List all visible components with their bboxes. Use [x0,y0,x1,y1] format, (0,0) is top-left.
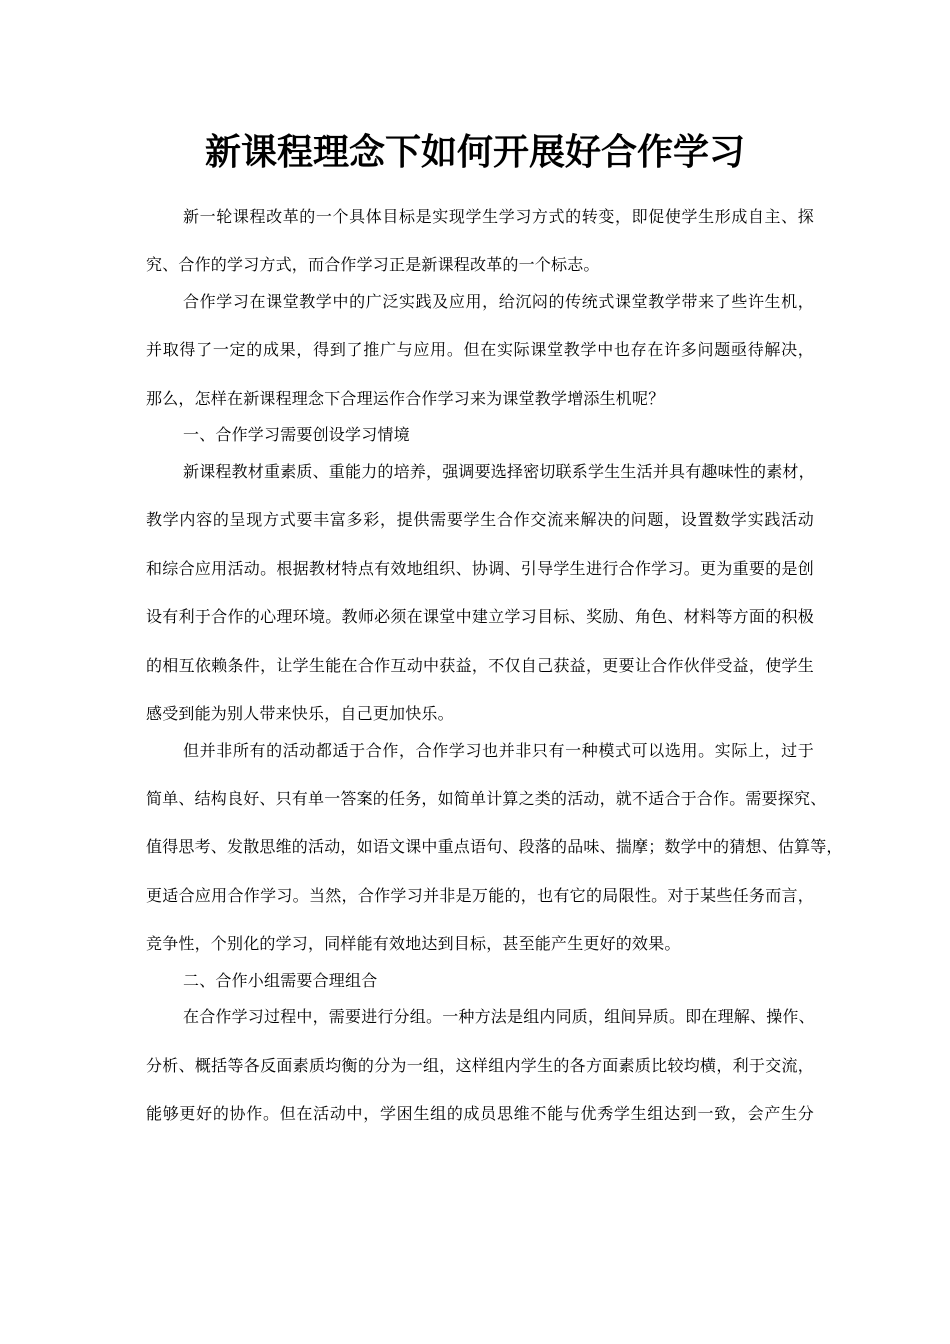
section-heading-line: 一、合作学习需要创设学习情境 [183,425,410,445]
paragraph-line: 简单、结构良好、只有单一答案的任务，如简单计算之类的活动，就不适合于合作。需要探究、 [146,788,827,808]
document-body [146,205,843,1150]
paragraph-line: 竞争性，个别化的学习，同样能有效地达到目标，甚至能产生更好的效果。 [146,934,681,954]
paragraph-line: 值得思考、发散思维的活动，如语文课中重点语句、段落的品味、揣摩；数学中的猜想、估算等， [146,837,843,857]
paragraph-intro-1 [146,205,814,277]
paragraph-intro-2 [146,290,814,411]
paragraph-line: 分析、概括等各反面素质均衡的分为一组，这样组内学生的各方面素质比较均横，利于交流， [146,1055,814,1075]
paragraph-section-1-b [146,739,843,957]
section-heading-line: 二、合作小组需要合理组合 [183,970,378,990]
paragraph-section-1-a [146,460,814,726]
paragraph-line: 更适合应用合作学习。当然，合作学习并非是万能的，也有它的局限性。对于某些任务而言， [146,885,814,905]
paragraph-line: 能够更好的协作。但在活动中，学困生组的成员思维不能与优秀学生组达到一致，会产生分 [146,1104,814,1124]
section-heading-2 [146,969,814,993]
paragraph-line: 在合作学习过程中，需要进行分组。一种方法是组内同质，组间异质。即在理解、操作、 [183,1007,815,1027]
paragraph-line: 教学内容的呈现方式要丰富多彩，提供需要学生合作交流来解决的问题，设置数学实践活动 [146,510,814,530]
paragraph-line: 并取得了一定的成果，得到了推广与应用。但在实际课堂教学中也存在许多问题亟待解决， [146,340,814,360]
paragraph-line: 合作学习在课堂教学中的广泛实践及应用，给沉闷的传统式课堂教学带来了些许生机， [183,291,814,311]
paragraph-line: 新一轮课程改革的一个具体目标是实现学生学习方式的转变，即促使学生形成自主、探 [183,207,814,226]
paragraph-line: 设有利于合作的心理环境。教师必须在课堂中建立学习目标、奖励、角色、材料等方面的积极 [146,607,814,627]
paragraph-line: 但并非所有的活动都适于合作，合作学习也并非只有一种模式可以选用。实际上，过于 [183,740,814,760]
paragraph-line: 的相互依赖条件，让学生能在合作互动中获益，不仅自己获益，更要让合作伙伴受益，使学生 [146,655,814,675]
section-heading-1 [146,423,814,447]
document-title: 新课程理念下如何开展好合作学习 [204,131,745,173]
paragraph-line: 新课程教材重素质、重能力的培养，强调要选择密切联系学生生活并具有趣味性的素材， [183,461,815,481]
paragraph-line: 那么，怎样在新课程理念下合理运作合作学习来为课堂教学增添生机呢？ [146,388,665,408]
paragraph-line: 和综合应用活动。根据教材特点有效地组织、协调、引导学生进行合作学习。更为重要的是创 [146,558,814,578]
paragraph-line: 究、合作的学习方式，而合作学习正是新课程改革的一个标志。 [146,255,600,275]
paragraph-section-2-a [146,1005,814,1126]
paragraph-line: 感受到能为别人带来快乐，自己更加快乐。 [146,703,454,723]
